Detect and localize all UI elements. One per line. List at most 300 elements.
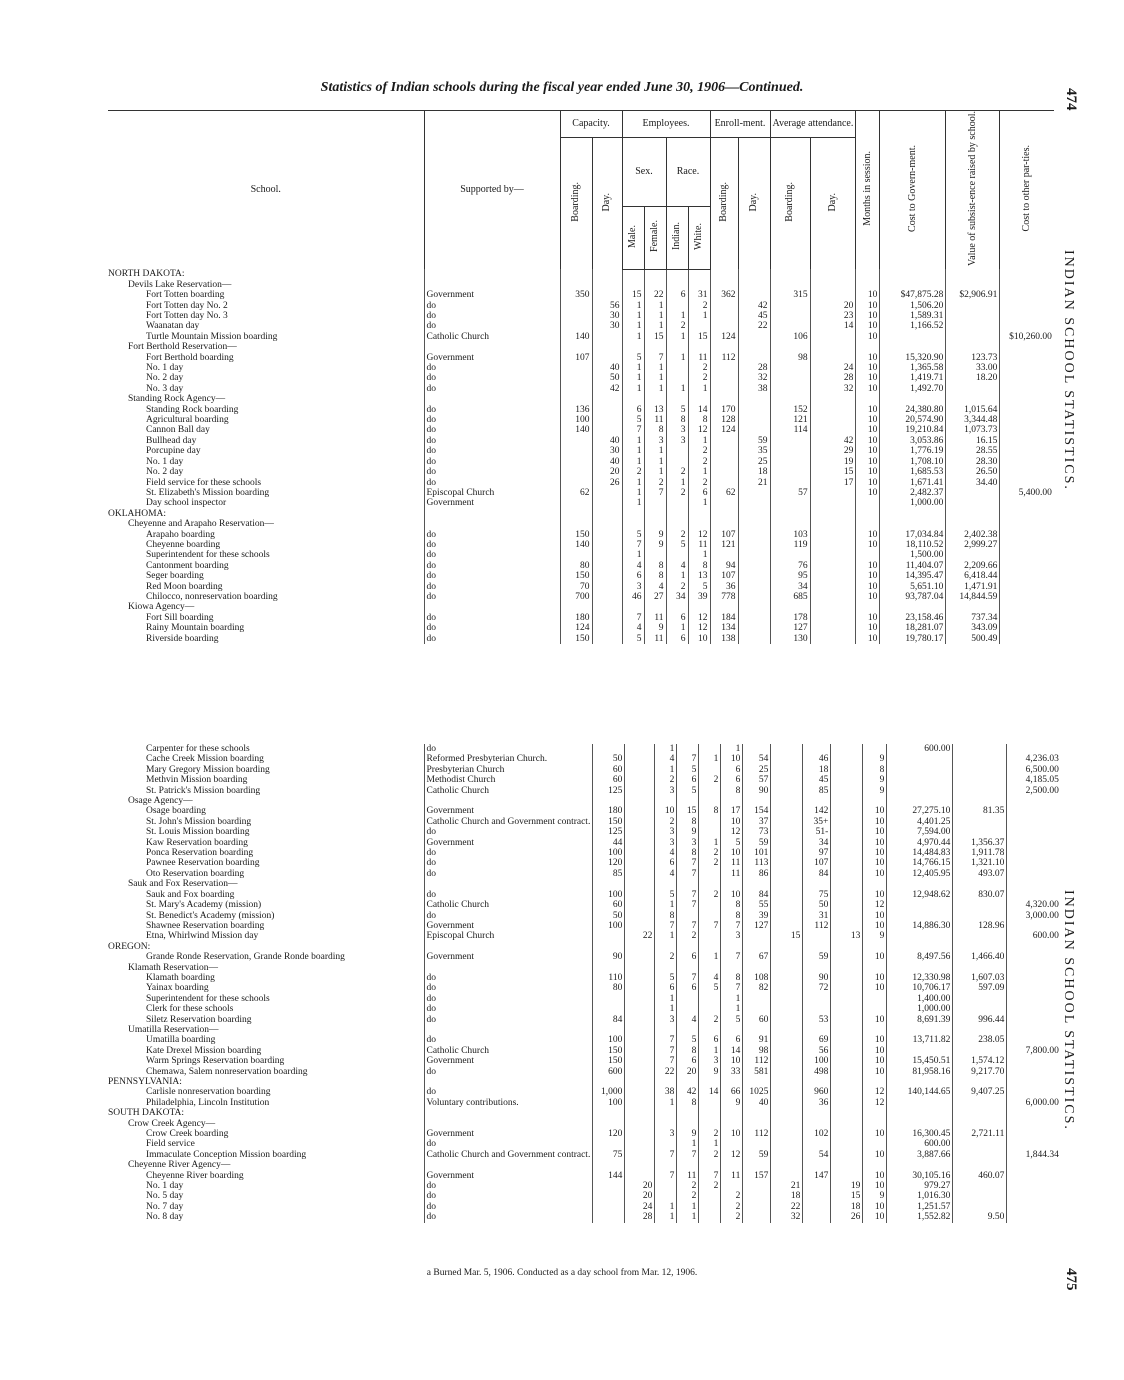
value-cell: 57 xyxy=(770,488,810,498)
school-name-cell: St. Patrick's Mission boarding xyxy=(146,785,261,796)
header-months: Months in session. xyxy=(856,111,880,270)
value-cell: 10 xyxy=(863,1150,887,1160)
school-name-cell: No. 2 day xyxy=(146,467,184,478)
supported-by-cell: do xyxy=(424,994,593,1004)
value-cell: 15 xyxy=(688,332,710,342)
value-cell xyxy=(831,900,863,910)
value-cell xyxy=(1000,457,1054,467)
value-cell xyxy=(953,931,1007,941)
value-cell: 1 xyxy=(688,384,710,394)
supported-by-cell: do xyxy=(424,592,560,602)
value-cell: 10 xyxy=(863,1129,887,1139)
value-cell: 1 xyxy=(688,498,710,508)
value-cell: 2 xyxy=(622,467,644,477)
value-cell: 8 xyxy=(688,561,710,571)
value-cell: 8 xyxy=(644,561,666,571)
value-cell: 7 xyxy=(644,353,666,363)
value-cell: 86 xyxy=(743,869,771,879)
value-cell: 10 xyxy=(856,592,880,602)
value-cell xyxy=(1007,952,1061,962)
value-cell xyxy=(771,1035,803,1045)
value-cell: 10 xyxy=(856,301,880,311)
value-cell xyxy=(622,519,644,529)
value-cell: 112 xyxy=(710,353,738,363)
value-cell: 15 xyxy=(644,332,666,342)
value-cell xyxy=(1007,1212,1061,1222)
value-cell xyxy=(810,332,856,342)
value-cell: 5,651.10 xyxy=(880,582,946,592)
school-name-cell: Day school inspector xyxy=(146,498,227,509)
value-cell: 95 xyxy=(770,571,810,581)
table-body-bottom xyxy=(108,744,1061,1223)
value-cell xyxy=(810,342,856,352)
value-cell xyxy=(831,1077,863,1087)
value-cell: 127 xyxy=(743,921,771,931)
value-cell: 37 xyxy=(743,817,771,827)
value-cell: 1 xyxy=(655,900,677,910)
value-cell xyxy=(770,301,810,311)
supported-by-cell: do xyxy=(424,561,560,571)
value-cell xyxy=(1007,963,1061,973)
value-cell xyxy=(771,1129,803,1139)
value-cell xyxy=(856,280,880,290)
value-cell: 21 xyxy=(771,1181,803,1191)
value-cell: 1 xyxy=(622,446,644,456)
value-cell: 10 xyxy=(856,415,880,425)
value-cell xyxy=(771,1087,803,1097)
value-cell xyxy=(831,1119,863,1129)
value-cell xyxy=(625,796,655,806)
supported-by-cell: do xyxy=(424,446,560,456)
value-cell xyxy=(1000,571,1054,581)
value-cell xyxy=(592,540,622,550)
value-cell: 127 xyxy=(770,623,810,633)
value-cell xyxy=(655,1077,677,1087)
value-cell: 14,484.83 xyxy=(887,848,953,858)
value-cell: 2 xyxy=(688,457,710,467)
value-cell: 2,402.38 xyxy=(946,530,1000,540)
value-cell xyxy=(880,509,946,519)
value-cell: 4,185.05 xyxy=(1007,775,1061,785)
value-cell xyxy=(1007,806,1061,816)
value-cell: 11 xyxy=(677,1171,699,1181)
value-cell: 9 xyxy=(677,827,699,837)
value-cell: 10 xyxy=(863,806,887,816)
value-cell xyxy=(593,1160,625,1170)
value-cell: 10 xyxy=(863,827,887,837)
value-cell xyxy=(743,1025,771,1035)
value-cell xyxy=(625,911,655,921)
school-name-cell: Carlisle nonreservation boarding xyxy=(146,1087,271,1098)
value-cell xyxy=(887,786,953,796)
value-cell xyxy=(831,1087,863,1097)
value-cell xyxy=(710,321,738,331)
value-cell: 6 xyxy=(677,983,699,993)
value-cell: 34 xyxy=(803,838,831,848)
value-cell: 90 xyxy=(593,952,625,962)
value-cell: 100 xyxy=(593,1098,625,1108)
value-cell: 1 xyxy=(666,384,688,394)
value-cell xyxy=(1007,1087,1061,1097)
value-cell xyxy=(625,963,655,973)
value-cell: 13 xyxy=(688,571,710,581)
value-cell: 84 xyxy=(803,869,831,879)
value-cell xyxy=(810,623,856,633)
value-cell xyxy=(953,754,1007,764)
value-cell xyxy=(831,838,863,848)
value-cell: 150 xyxy=(560,571,592,581)
value-cell: 2 xyxy=(699,890,721,900)
value-cell: 4 xyxy=(622,623,644,633)
value-cell xyxy=(738,269,770,279)
value-cell: 150 xyxy=(593,817,625,827)
value-cell xyxy=(771,806,803,816)
value-cell: 7 xyxy=(655,1035,677,1045)
value-cell xyxy=(1007,1202,1061,1212)
supported-by-cell: Catholic Church xyxy=(424,332,560,342)
value-cell: 20 xyxy=(625,1181,655,1191)
school-name-cell: St. John's Mission boarding xyxy=(146,816,252,827)
value-cell xyxy=(771,858,803,868)
supported-by-cell: Government xyxy=(424,290,560,300)
header-cost-other: Cost to other par-ties. xyxy=(1000,111,1054,270)
header-enrollment: Enroll-ment. xyxy=(710,111,770,138)
value-cell: 343.09 xyxy=(946,623,1000,633)
value-cell: 90 xyxy=(743,786,771,796)
value-cell: 7 xyxy=(655,1171,677,1181)
school-name-cell: OKLAHOMA: xyxy=(108,508,167,519)
value-cell: 1 xyxy=(644,311,666,321)
value-cell xyxy=(738,582,770,592)
school-name-cell: Warm Springs Reservation boarding xyxy=(146,1056,285,1067)
value-cell: 11 xyxy=(644,613,666,623)
value-cell: 152 xyxy=(770,405,810,415)
value-cell: 9 xyxy=(863,1191,887,1201)
value-cell xyxy=(625,1015,655,1025)
value-cell: 3 xyxy=(655,827,677,837)
value-cell: 1,574.12 xyxy=(953,1056,1007,1066)
value-cell: 1 xyxy=(666,353,688,363)
value-cell: 69 xyxy=(803,1035,831,1045)
header-indian: Indian. xyxy=(666,206,688,269)
value-cell: 2 xyxy=(655,775,677,785)
school-name-cell: Fort Berthold Reservation— xyxy=(128,342,237,353)
value-cell xyxy=(1007,1171,1061,1181)
value-cell xyxy=(880,602,946,612)
value-cell xyxy=(625,817,655,827)
value-cell xyxy=(831,921,863,931)
value-cell: 1,685.53 xyxy=(880,467,946,477)
value-cell: 2,500.00 xyxy=(1007,786,1061,796)
value-cell xyxy=(803,994,831,1004)
value-cell xyxy=(803,1139,831,1149)
value-cell xyxy=(625,1035,655,1045)
value-cell xyxy=(946,269,1000,279)
footnote: a Burned Mar. 5, 1906. Conducted as a day school from Mar. 12, 1906. xyxy=(426,1268,698,1278)
value-cell xyxy=(887,879,953,889)
value-cell: 6 xyxy=(699,1035,721,1045)
value-cell: 119 xyxy=(770,540,810,550)
value-cell: 21 xyxy=(738,478,770,488)
supported-by-cell: do xyxy=(424,1004,593,1014)
value-cell: 8 xyxy=(688,415,710,425)
value-cell xyxy=(560,269,592,279)
value-cell: 6 xyxy=(666,634,688,644)
value-cell: 10 xyxy=(856,332,880,342)
value-cell xyxy=(1007,1015,1061,1025)
value-cell: 10 xyxy=(856,405,880,415)
value-cell xyxy=(770,373,810,383)
supported-by-cell: do xyxy=(424,1035,593,1045)
school-name-cell: OREGON: xyxy=(108,941,151,952)
page-number-bottom: 475 xyxy=(1063,1268,1079,1291)
value-cell: 7 xyxy=(677,858,699,868)
value-cell xyxy=(622,280,644,290)
value-cell: 597.09 xyxy=(953,983,1007,993)
value-cell: 17 xyxy=(721,806,743,816)
value-cell xyxy=(721,1025,743,1035)
value-cell: 22 xyxy=(738,321,770,331)
value-cell: 1 xyxy=(644,321,666,331)
value-cell xyxy=(1000,561,1054,571)
value-cell xyxy=(1000,498,1054,508)
supported-by-cell: do xyxy=(424,973,593,983)
supported-by-cell: do xyxy=(424,540,560,550)
table-row xyxy=(108,436,1054,446)
value-cell: 84 xyxy=(593,1015,625,1025)
value-cell xyxy=(953,786,1007,796)
value-cell: 1 xyxy=(644,467,666,477)
header-att-day: Day. xyxy=(810,138,856,270)
value-cell xyxy=(743,1108,771,1118)
value-cell: 93,787.04 xyxy=(880,592,946,602)
value-cell: 120 xyxy=(593,1129,625,1139)
school-name-cell: Carpenter for these schools xyxy=(146,744,250,754)
table-row xyxy=(108,1181,1061,1191)
value-cell xyxy=(625,1119,655,1129)
supported-by-cell: do xyxy=(424,1191,593,1201)
value-cell: 53 xyxy=(803,1015,831,1025)
value-cell xyxy=(831,1139,863,1149)
school-name-cell: No. 1 day xyxy=(146,363,184,374)
value-cell: 42 xyxy=(810,436,856,446)
school-name-cell: Immaculate Conception Mission boarding xyxy=(146,1149,307,1160)
value-cell xyxy=(856,342,880,352)
school-name-cell: Fort Totten day No. 2 xyxy=(146,300,228,311)
value-cell xyxy=(831,1056,863,1066)
value-cell xyxy=(810,353,856,363)
supported-by-cell: do xyxy=(424,1067,593,1077)
value-cell: 12 xyxy=(688,425,710,435)
value-cell: 8 xyxy=(677,1046,699,1056)
value-cell: 107 xyxy=(710,571,738,581)
value-cell xyxy=(560,498,592,508)
value-cell: 1,166.52 xyxy=(880,321,946,331)
value-cell: 10 xyxy=(856,384,880,394)
header-cap-boarding: Boarding. xyxy=(560,138,592,270)
value-cell xyxy=(699,1004,721,1014)
value-cell: 45 xyxy=(803,775,831,785)
table-row xyxy=(108,342,1054,352)
value-cell xyxy=(810,530,856,540)
value-cell xyxy=(743,1139,771,1149)
value-cell xyxy=(770,498,810,508)
value-cell xyxy=(625,1004,655,1014)
value-cell xyxy=(743,1119,771,1129)
value-cell: 138 xyxy=(710,634,738,644)
value-cell: 7 xyxy=(655,921,677,931)
value-cell: 24,380.80 xyxy=(880,405,946,415)
value-cell: 6 xyxy=(677,952,699,962)
value-cell xyxy=(1007,1056,1061,1066)
value-cell: 80 xyxy=(593,983,625,993)
value-cell xyxy=(1007,942,1061,952)
table-row xyxy=(108,1098,1061,1108)
value-cell xyxy=(771,879,803,889)
table-body-top xyxy=(108,269,1054,644)
value-cell xyxy=(738,540,770,550)
school-name-cell: Osage boarding xyxy=(146,806,206,817)
value-cell xyxy=(803,1108,831,1118)
value-cell: 3 xyxy=(644,436,666,446)
value-cell: 15 xyxy=(771,931,803,941)
value-cell xyxy=(699,911,721,921)
value-cell xyxy=(831,879,863,889)
value-cell xyxy=(770,436,810,446)
value-cell xyxy=(738,415,770,425)
value-cell xyxy=(738,519,770,529)
value-cell: 39 xyxy=(743,911,771,921)
value-cell xyxy=(856,498,880,508)
value-cell xyxy=(560,373,592,383)
value-cell: 1 xyxy=(688,467,710,477)
value-cell xyxy=(953,994,1007,1004)
value-cell xyxy=(863,963,887,973)
school-name-cell: Sauk and Fox boarding xyxy=(146,889,235,900)
value-cell: 120 xyxy=(593,858,625,868)
value-cell: 2 xyxy=(644,478,666,488)
value-cell: 5 xyxy=(622,415,644,425)
supported-by-cell xyxy=(424,394,560,404)
supported-by-cell: Catholic Church xyxy=(424,900,593,910)
school-name-cell: Devils Lake Reservation— xyxy=(128,279,232,290)
value-cell: 10 xyxy=(856,582,880,592)
value-cell xyxy=(666,301,688,311)
value-cell xyxy=(625,1098,655,1108)
value-cell xyxy=(677,1119,699,1129)
value-cell xyxy=(953,1108,1007,1118)
value-cell: 1 xyxy=(677,1139,699,1149)
supported-by-cell: Government xyxy=(424,1056,593,1066)
value-cell xyxy=(625,1067,655,1077)
header-employees: Employees. xyxy=(622,111,710,138)
value-cell xyxy=(946,488,1000,498)
value-cell xyxy=(953,1004,1007,1014)
value-cell xyxy=(810,519,856,529)
value-cell: 18.20 xyxy=(946,373,1000,383)
value-cell: 50 xyxy=(593,911,625,921)
value-cell xyxy=(592,498,622,508)
value-cell: 28 xyxy=(738,363,770,373)
value-cell xyxy=(863,1077,887,1087)
value-cell: 1 xyxy=(655,994,677,1004)
value-cell xyxy=(831,1108,863,1118)
value-cell xyxy=(592,571,622,581)
value-cell xyxy=(560,602,592,612)
table-row xyxy=(108,1150,1061,1160)
table-row xyxy=(108,1087,1061,1097)
supported-by-cell: Government xyxy=(424,353,560,363)
value-cell: 4,970.44 xyxy=(887,838,953,848)
supported-by-cell: do xyxy=(424,1181,593,1191)
value-cell xyxy=(1007,1191,1061,1201)
value-cell xyxy=(592,561,622,571)
table-row xyxy=(108,321,1054,331)
value-cell: 91 xyxy=(743,1035,771,1045)
header-sex: Sex. xyxy=(622,138,666,207)
value-cell xyxy=(622,342,644,352)
value-cell xyxy=(625,1056,655,1066)
value-cell: 10 xyxy=(856,311,880,321)
supported-by-cell: do xyxy=(424,311,560,321)
value-cell xyxy=(560,342,592,352)
value-cell xyxy=(699,931,721,941)
table-row xyxy=(108,425,1054,435)
value-cell: 72 xyxy=(803,983,831,993)
value-cell: 112 xyxy=(743,1129,771,1139)
value-cell: 1,911.78 xyxy=(953,848,1007,858)
value-cell xyxy=(953,775,1007,785)
value-cell xyxy=(771,1108,803,1118)
value-cell xyxy=(856,394,880,404)
school-name-cell: Porcupine day xyxy=(146,446,201,457)
value-cell xyxy=(710,280,738,290)
value-cell xyxy=(803,1191,831,1201)
value-cell xyxy=(810,498,856,508)
value-cell xyxy=(699,765,721,775)
table-row xyxy=(108,900,1061,910)
value-cell xyxy=(743,796,771,806)
value-cell xyxy=(1007,838,1061,848)
value-cell: 15 xyxy=(677,806,699,816)
value-cell: 1 xyxy=(699,1046,721,1056)
value-cell: 22 xyxy=(625,931,655,941)
value-cell xyxy=(738,613,770,623)
value-cell: 6 xyxy=(721,765,743,775)
value-cell: 3 xyxy=(677,838,699,848)
value-cell: 350 xyxy=(560,290,592,300)
value-cell: 3,344.48 xyxy=(946,415,1000,425)
value-cell: 1,015.64 xyxy=(946,405,1000,415)
value-cell xyxy=(856,509,880,519)
value-cell: 1,671.41 xyxy=(880,478,946,488)
header-cap-day: Day. xyxy=(592,138,622,270)
supported-by-cell xyxy=(424,280,560,290)
value-cell: 10 xyxy=(863,921,887,931)
value-cell: 130 xyxy=(770,634,810,644)
value-cell xyxy=(593,1181,625,1191)
value-cell: 10 xyxy=(863,1067,887,1077)
value-cell: 14 xyxy=(721,1046,743,1056)
value-cell xyxy=(887,775,953,785)
school-name-cell: Klamath Reservation— xyxy=(128,962,218,973)
value-cell xyxy=(666,342,688,352)
header-school: School. xyxy=(108,111,424,270)
value-cell xyxy=(593,1212,625,1222)
value-cell: 32 xyxy=(810,384,856,394)
value-cell: 170 xyxy=(710,405,738,415)
value-cell xyxy=(592,613,622,623)
